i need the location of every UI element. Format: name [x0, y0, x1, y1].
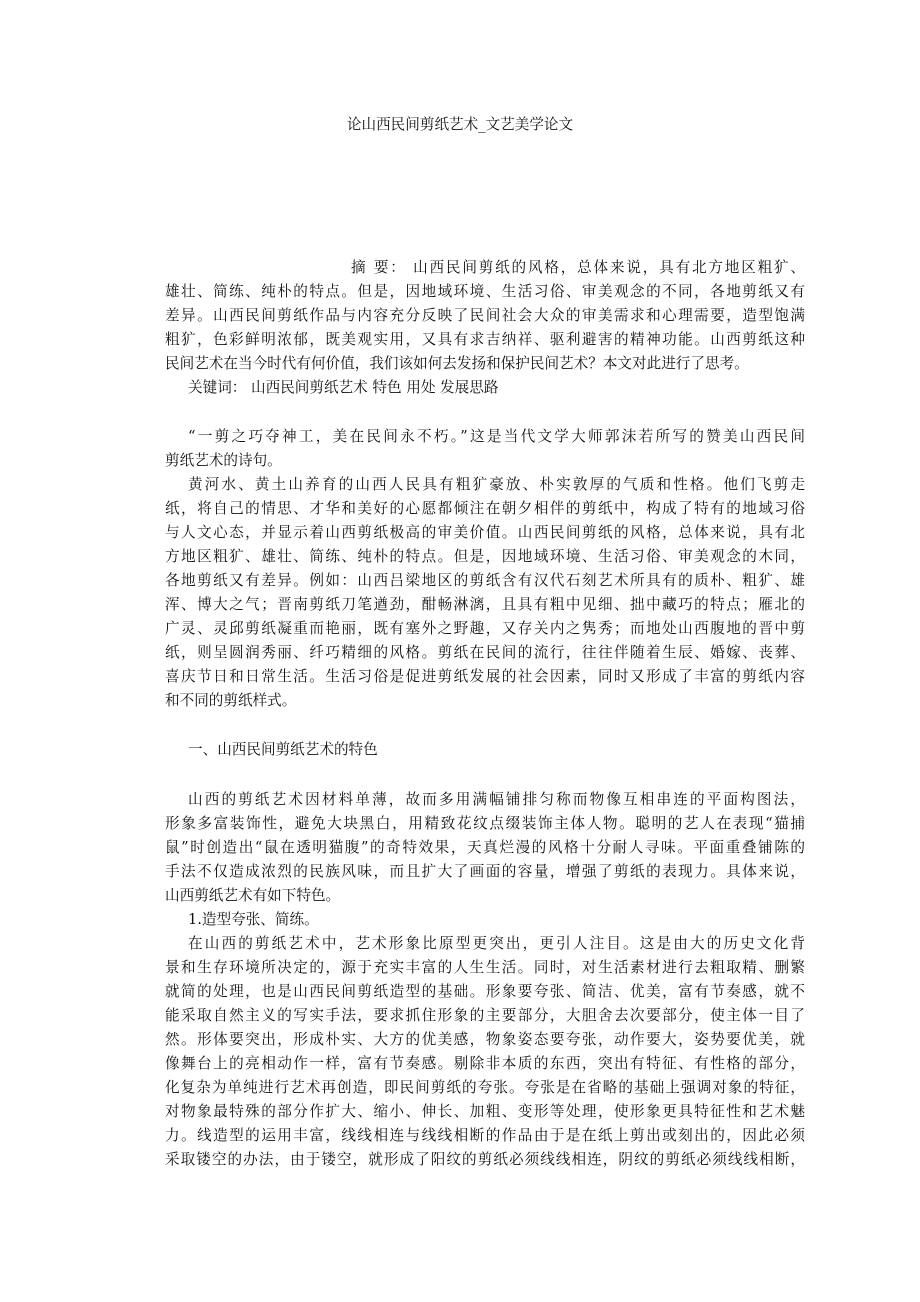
- text-line: 喜庆节日和日常生活。生活习俗是促进剪纸发展的社会因素，同时又形成了丰富的剪纸内容: [165, 668, 805, 685]
- text-line: 然。形体要突出，形成朴实、大方的优美感，物象姿态要夸张，动作要大，姿势要优美，就: [165, 1031, 805, 1048]
- text-line: 民间艺术在当今时代有何价值，我们该如何去发扬和保护民间艺术？本文对此进行了思考。: [165, 355, 749, 372]
- text-line: 山西剪纸艺术有如下特色。: [165, 887, 341, 904]
- text-line: 广灵、灵邱剪纸凝重而艳丽，既有塞外之野趣，又存关内之隽秀；而地处山西腹地的晋中剪: [165, 620, 805, 637]
- section-body: [165, 788, 805, 1172]
- text-line: 差异。山西民间剪纸作品与内容充分反映了民间社会大众的审美需求和心理需要，造型饱满: [165, 307, 805, 324]
- intro-paragraph: [165, 473, 805, 713]
- text-line: 纸，将自己的情思、才华和美好的心愿都倾注在朝夕相伴的剪纸中，构成了特有的地域习俗: [165, 500, 805, 517]
- text-line: 摘 要： 山西民间剪纸的风格，总体来说，具有北方地区粗犷、: [351, 259, 805, 276]
- text-line: 方地区粗犷、雄壮、简练、纯朴的特点。但是，因地域环境、生活习俗、审美观念的木同，: [165, 548, 805, 565]
- text-line: 1.造型夸张、简练。: [188, 911, 319, 928]
- section-heading-block: [165, 738, 805, 762]
- text-line: 山西的剪纸艺术因材料单薄，故而多用满幅铺排匀称而物像互相串连的平面构图法，: [188, 791, 805, 808]
- text-line: 化复杂为单纯进行艺术再创造，即民间剪纸的夸张。夸张是在省略的基础上强调对象的特征，: [165, 1079, 805, 1096]
- keywords: [165, 376, 805, 400]
- text-line: 纸，则呈圆润秀丽、纤巧精细的风格。剪纸在民间的流行，往往伴随着生辰、婚嫁、丧葬、: [165, 644, 805, 661]
- abstract: [165, 256, 805, 376]
- section-paragraph: [165, 788, 805, 908]
- text-line: 手法不仅造成浓烈的民族风味，而且扩大了画面的容量，增强了剪纸的表现力。具体来说，: [165, 863, 805, 880]
- abstract-section: [165, 256, 805, 400]
- text-line: 雄壮、简练、纯朴的特点。但是，因地域环境、生活习俗、审美观念的不同，各地剪纸又有: [165, 283, 805, 300]
- text-line: 形象多富装饰性，避免大块黑白，用精致花纹点缀装饰主体人物。聪明的艺人在表现“猫捕: [165, 815, 805, 832]
- text-line: 与人文心态，并显示着山西剪纸极高的审美价值。山西民间剪纸的风格，总体来说，具有北: [165, 524, 805, 541]
- text-line: 一、山西民间剪纸艺术的特色: [188, 741, 378, 758]
- quote-paragraph: [165, 425, 805, 473]
- text-line: 各地剪纸又有差异。例如：山西吕梁地区的剪纸含有汉代石刻艺术所具有的质朴、粗犷、雄: [165, 572, 805, 589]
- text-line: 力。线造型的运用丰富，线线相连与线线相断的作品由于是在纸上剪出或刻出的，因此必须: [165, 1127, 805, 1144]
- text-line: 采取镂空的办法，由于镂空，就形成了阳纹的剪纸必须线线相连，阴纹的剪纸必须线线相断，: [165, 1151, 805, 1168]
- text-line: 对物象最特殊的部分作扩大、缩小、伸长、加粗、变形等处理，使形象更具特征性和艺术魅: [165, 1103, 805, 1120]
- text-line: 和不同的剪纸样式。: [165, 692, 297, 709]
- document-title: 论山西民间剪纸艺术_文艺美学论文: [346, 116, 574, 133]
- text-line: 在山西的剪纸艺术中，艺术形象比原型更突出，更引人注目。这是由大的历史文化背: [188, 935, 805, 952]
- text-line: 粗犷，色彩鲜明浓郁，既美观实用，又具有求吉纳祥、驱利避害的精神功能。山西剪纸这种: [165, 331, 805, 348]
- text-line: 鼠”时创造出“鼠在透明猫腹”的奇特效果，天真烂漫的风格十分耐人寻味。平面重叠铺陈的: [165, 839, 805, 856]
- text-line: 关键词： 山西民间剪纸艺术 特色 用处 发展思路: [188, 379, 499, 396]
- text-line: 剪纸艺术的诗句。: [165, 452, 282, 469]
- text-line: “一剪之巧夺神工，美在民间永不朽。”这是当代文学大师郭沫若所写的赞美山西民间: [188, 428, 805, 445]
- text-line: 浑、博大之气；晋南剪纸刀笔遒劲，酣畅淋漓，且具有粗中见细、拙中藏巧的特点；雁北的: [165, 596, 805, 613]
- section-heading: [165, 738, 805, 762]
- body-paragraph: [165, 932, 805, 1172]
- text-line: 像舞台上的亮相动作一样，富有节奏感。剔除非本质的东西，突出有特征、有性格的部分，: [165, 1055, 805, 1072]
- text-line: 能采取自然主义的写实手法，要求抓住形象的主要部分，大胆舍去次要部分，使主体一目了: [165, 1007, 805, 1024]
- subheading: [165, 908, 805, 932]
- text-line: 黄河水、黄土山养育的山西人民具有粗犷豪放、朴实敦厚的气质和性格。他们飞剪走: [188, 476, 805, 493]
- text-line: 景和生存环境所决定的，源于充实丰富的人生生活。同时，对生活素材进行去粗取精、删繁: [165, 959, 805, 976]
- text-line: 就简的处理，也是山西民间剪纸造型的基础。形象要夸张、简洁、优美，富有节奏感，就不: [165, 983, 805, 1000]
- intro-section: [165, 425, 805, 713]
